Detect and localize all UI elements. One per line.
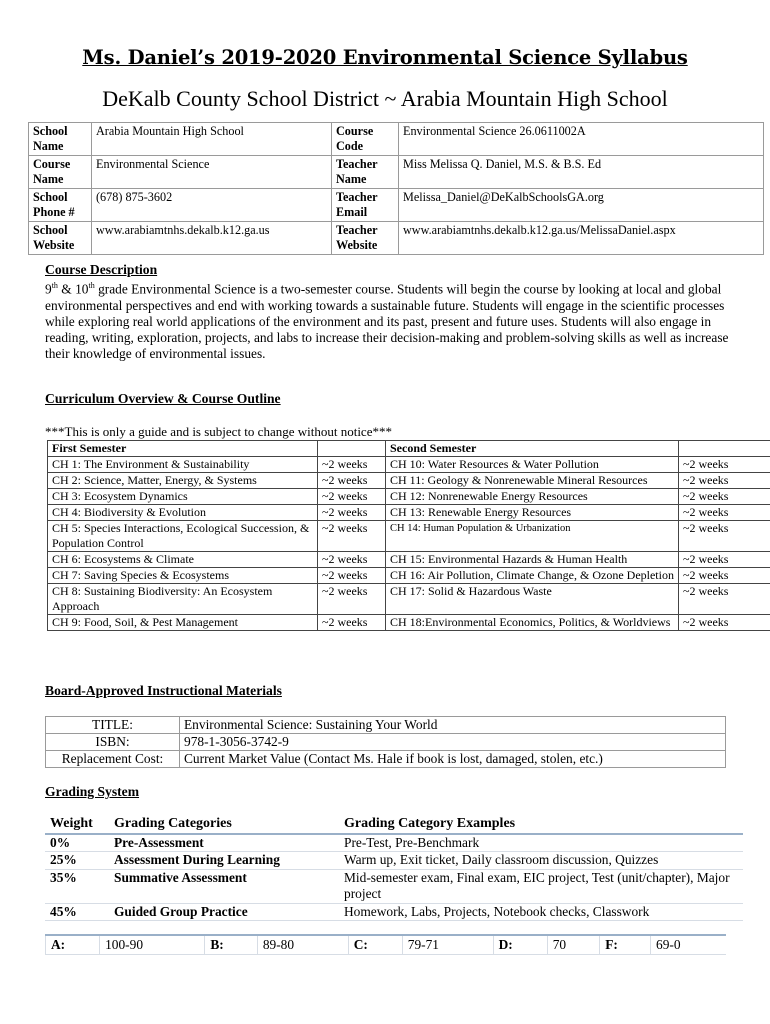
first-semester-duration: ~2 weeks — [318, 521, 386, 552]
grading-row — [45, 852, 743, 870]
teacher-website-label: Teacher Website — [332, 222, 399, 255]
category-header: Grading Categories — [109, 816, 339, 834]
grade-range: 70 — [547, 935, 599, 955]
first-semester-chapter: CH 4: Biodiversity & Evolution — [48, 505, 318, 521]
second-semester-chapter: CH 13: Renewable Energy Resources — [386, 505, 679, 521]
grading-weight: 25% — [45, 852, 109, 870]
first-semester-chapter: CH 2: Science, Matter, Energy, & Systems — [48, 473, 318, 489]
isbn-label: ISBN: — [46, 734, 180, 751]
first-semester-duration: ~2 weeks — [318, 505, 386, 521]
first-semester-duration: ~2 weeks — [318, 473, 386, 489]
superscript-th: th — [51, 281, 58, 291]
curriculum-row — [48, 473, 770, 489]
curriculum-heading: Curriculum Overview & Course Outline — [45, 391, 281, 406]
replacement-cost-label: Replacement Cost: — [46, 751, 180, 768]
grading-examples: Pre-Test, Pre-Benchmark — [339, 834, 743, 852]
title-value: Environmental Science: Sustaining Your World — [180, 717, 726, 734]
curriculum-row — [48, 505, 770, 521]
school-phone-value: (678) 875-3602 — [92, 189, 332, 222]
curriculum-row — [48, 615, 770, 631]
teacher-name-value: Miss Melissa Q. Daniel, M.S. & B.S. Ed — [399, 156, 764, 189]
second-semester-duration: ~2 weeks — [679, 584, 770, 615]
grading-examples: Mid-semester exam, Final exam, EIC project, Test (unit/chapter), Major project — [339, 869, 743, 903]
curriculum-row — [48, 489, 770, 505]
title-label: TITLE: — [46, 717, 180, 734]
school-name-label: School Name — [29, 123, 92, 156]
first-semester-duration: ~2 weeks — [318, 615, 386, 631]
first-semester-duration: ~2 weeks — [318, 584, 386, 615]
school-website-label: School Website — [29, 222, 92, 255]
teacher-email-label: Teacher Email — [332, 189, 399, 222]
curriculum-row — [48, 584, 770, 615]
grading-examples: Warm up, Exit ticket, Daily classroom discussion, Quizzes — [339, 852, 743, 870]
grade-range: 79-71 — [402, 935, 493, 955]
grading-category: Summative Assessment — [109, 869, 339, 903]
superscript-th: th — [88, 281, 95, 291]
course-code-label: Course Code — [332, 123, 399, 156]
curriculum-table — [47, 440, 770, 631]
grade-range: 100-90 — [100, 935, 205, 955]
school-name-value: Arabia Mountain High School — [92, 123, 332, 156]
grading-category: Assessment During Learning — [109, 852, 339, 870]
description-body: grade Environmental Science is a two-semester course. Students will begin the course by looking at local and global environmental perspectives and end with working towards a sustainable future. Students will engage in the scientific processes while exploring real world applications of the environment and its past, present and future uses. Students will also engage in reading, writing, exploration, projects, and labs to increase their decision-making and problem-solving skills as well as increase their knowledge of environmental issues. — [45, 281, 729, 361]
grade-letter: F: — [600, 935, 651, 955]
first-semester-chapter: CH 6: Ecosystems & Climate — [48, 552, 318, 568]
grading-weight: 0% — [45, 834, 109, 852]
grade-letter: C: — [348, 935, 402, 955]
course-description — [45, 262, 735, 362]
materials-table — [45, 716, 726, 768]
first-semester-chapter: CH 1: The Environment & Sustainability — [48, 457, 318, 473]
second-semester-chapter: CH 16: Air Pollution, Climate Change, & Ozone Depletion — [386, 568, 679, 584]
course-description-heading: Course Description — [45, 262, 158, 277]
first-semester-chapter: CH 3: Ecosystem Dynamics — [48, 489, 318, 505]
first-semester-chapter: CH 7: Saving Species & Ecosystems — [48, 568, 318, 584]
second-semester-duration: ~2 weeks — [679, 552, 770, 568]
grading-row — [45, 903, 743, 921]
grading-category: Pre-Assessment — [109, 834, 339, 852]
grading-weight: 35% — [45, 869, 109, 903]
grade-9: 9 — [45, 281, 52, 297]
school-phone-label: School Phone # — [29, 189, 92, 222]
second-semester-chapter: CH 10: Water Resources & Water Pollution — [386, 457, 679, 473]
blank-header — [679, 441, 770, 457]
grading-weight: 45% — [45, 903, 109, 921]
page-title: Ms. Daniel’s 2019-2020 Environmental Science Syllabus — [82, 46, 688, 69]
course-description-text — [45, 278, 735, 362]
teacher-email-value: Melissa_Daniel@DeKalbSchoolsGA.org — [399, 189, 764, 222]
second-semester-chapter: CH 12: Nonrenewable Energy Resources — [386, 489, 679, 505]
materials-heading: Board-Approved Instructional Materials — [45, 683, 282, 698]
grade-scale-table — [45, 934, 726, 955]
second-semester-duration: ~2 weeks — [679, 473, 770, 489]
second-semester-duration: ~2 weeks — [679, 505, 770, 521]
examples-header: Grading Category Examples — [339, 816, 743, 834]
grading-category: Guided Group Practice — [109, 903, 339, 921]
second-semester-chapter: CH 14: Human Population & Urbanization — [386, 521, 679, 552]
school-website-value: www.arabiamtnhs.dekalb.k12.ga.us — [92, 222, 332, 255]
second-semester-duration: ~2 weeks — [679, 568, 770, 584]
grade-letter: A: — [46, 935, 100, 955]
curriculum-row — [48, 521, 770, 552]
teacher-website-value: www.arabiamtnhs.dekalb.k12.ga.us/MelissaDaniel.aspx — [399, 222, 764, 255]
course-name-label: Course Name — [29, 156, 92, 189]
grade-letter: D: — [493, 935, 547, 955]
second-semester-chapter: CH 17: Solid & Hazardous Waste — [386, 584, 679, 615]
curriculum-note: ***This is only a guide and is subject to change without notice*** — [45, 424, 392, 439]
first-semester-header: First Semester — [48, 441, 318, 457]
ampersand: & — [61, 281, 72, 297]
grading-rows — [45, 834, 743, 921]
grading-row — [45, 869, 743, 903]
grading-table — [45, 816, 743, 921]
grade-10: 10 — [75, 281, 89, 297]
course-code-value: Environmental Science 26.0611002A — [399, 123, 764, 156]
second-semester-chapter: CH 18:Environmental Economics, Politics, & Worldviews — [386, 615, 679, 631]
first-semester-chapter: CH 5: Species Interactions, Ecological Succession, & Population Control — [48, 521, 318, 552]
teacher-name-label: Teacher Name — [332, 156, 399, 189]
second-semester-duration: ~2 weeks — [679, 615, 770, 631]
grading-row — [45, 834, 743, 852]
weight-header: Weight — [45, 816, 109, 834]
second-semester-header: Second Semester — [386, 441, 679, 457]
first-semester-duration: ~2 weeks — [318, 489, 386, 505]
course-info-table — [28, 122, 764, 255]
grading-heading: Grading System — [45, 784, 140, 799]
second-semester-duration: ~2 weeks — [679, 457, 770, 473]
page-subtitle: DeKalb County School District ~ Arabia Mountain High School — [102, 86, 668, 111]
course-name-value: Environmental Science — [92, 156, 332, 189]
second-semester-chapter: CH 15: Environmental Hazards & Human Health — [386, 552, 679, 568]
blank-header — [318, 441, 386, 457]
second-semester-duration: ~2 weeks — [679, 521, 770, 552]
first-semester-chapter: CH 9: Food, Soil, & Pest Management — [48, 615, 318, 631]
grade-scale-row — [46, 935, 727, 955]
first-semester-duration: ~2 weeks — [318, 568, 386, 584]
grade-range: 69-0 — [651, 935, 726, 955]
curriculum-row — [48, 457, 770, 473]
curriculum-row — [48, 552, 770, 568]
first-semester-chapter: CH 8: Sustaining Biodiversity: An Ecosystem Approach — [48, 584, 318, 615]
curriculum-rows — [48, 457, 770, 631]
replacement-cost-value: Current Market Value (Contact Ms. Hale if book is lost, damaged, stolen, etc.) — [180, 751, 726, 768]
isbn-value: 978-1-3056-3742-9 — [180, 734, 726, 751]
grade-letter: B: — [205, 935, 257, 955]
first-semester-duration: ~2 weeks — [318, 552, 386, 568]
curriculum-row — [48, 568, 770, 584]
second-semester-duration: ~2 weeks — [679, 489, 770, 505]
grading-examples: Homework, Labs, Projects, Notebook checks, Classwork — [339, 903, 743, 921]
grade-range: 89-80 — [257, 935, 348, 955]
first-semester-duration: ~2 weeks — [318, 457, 386, 473]
second-semester-chapter: CH 11: Geology & Nonrenewable Mineral Resources — [386, 473, 679, 489]
